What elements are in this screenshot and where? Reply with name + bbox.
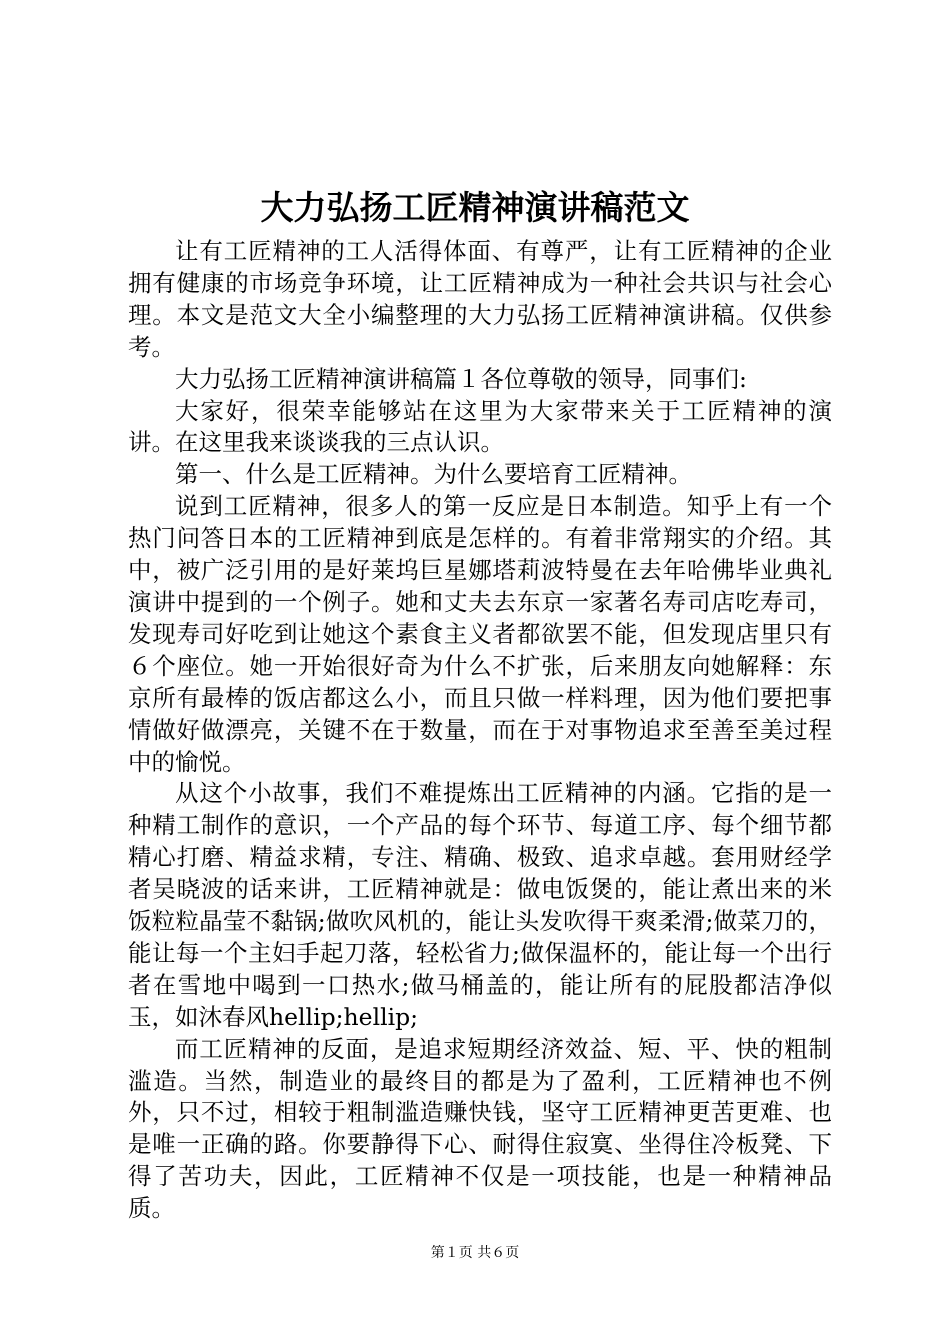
paragraph-heading-greeting: 大力弘扬工匠精神演讲稿篇１各位尊敬的领导，同事们: [175,364,747,393]
paragraph-opposite: 而工匠精神的反面，是追求短期经济效益、短、平、快的粗制滥造。当然，制造业的最终目的都是为了盈利，工匠精神也不例外，只不过，相较于粗制滥造赚快钱，坚守工匠精神更苦更难、也是唯一正确的路。你要静得下心、耐得住寂寞、坐得住冷板凳、下得了苦功夫，因此，工匠精神不仅是一项技能，也是一种精神品质。 [128,1034,832,1223]
document-body [128,236,832,1225]
paragraph-section-one: 第一、什么是工匠精神。为什么要培育工匠精神。 [175,460,692,489]
paragraph-intro: 让有工匠精神的工人活得体面、有尊严，让有工匠精神的企业拥有健康的市场竞争环境，让工匠精神成为一种社会共识与社会心理。本文是范文大全小编整理的大力弘扬工匠精神演讲稿。仅供参考。 [128,237,832,361]
paragraph-japan-example: 说到工匠精神，很多人的第一反应是日本制造。知乎上有一个热门问答日本的工匠精神到底是怎样的。有着非常翔实的介绍。其中，被广泛引用的是好莱坞巨星娜塔莉波特曼在去年哈佛毕业典礼演讲中提到的一个例子。她和丈夫去东京一家著名寿司店吃寿司，发现寿司好吃到让她这个素食主义者都欲罢不能，但发现店里只有６个座位。她一开始很好奇为什么不扩张，后来朋友向她解释：东京所有最棒的饭店都这么小，而且只做一样料理，因为他们要把事情做好做漂亮，关键不在于数量，而在于对事物追求至善至美过程中的愉悦。 [128,492,832,776]
page-number-footer: 第１页 共６页 [430,1245,520,1261]
document-title: 大力弘扬工匠精神演讲稿范文 [260,188,690,227]
paragraph-opening: 大家好，很荣幸能够站在这里为大家带来关于工匠精神的演讲。在这里我来谈谈我的三点认识。 [128,396,832,457]
paragraph-meaning: 从这个小故事，我们不难提炼出工匠精神的内涵。它指的是一种精工制作的意识，一个产品的每个环节、每道工序、每个细节都精心打磨、精益求精，专注、精确、极致、追求卓越。套用财经学者吴晓波的话来讲，工匠精神就是：做电饭煲的，能让煮出来的米饭粒粒晶莹不黏锅;做吹风机的，能让头发吹得干爽柔滑;做菜刀的，能让每一个主妇手起刀落，轻松省力;做保温杯的，能让每一个出行者在雪地中喝到一口热水;做马桶盖的，能让所有的屁股都洁净似玉，如沐春风hellip;hellip; [128,779,832,1031]
